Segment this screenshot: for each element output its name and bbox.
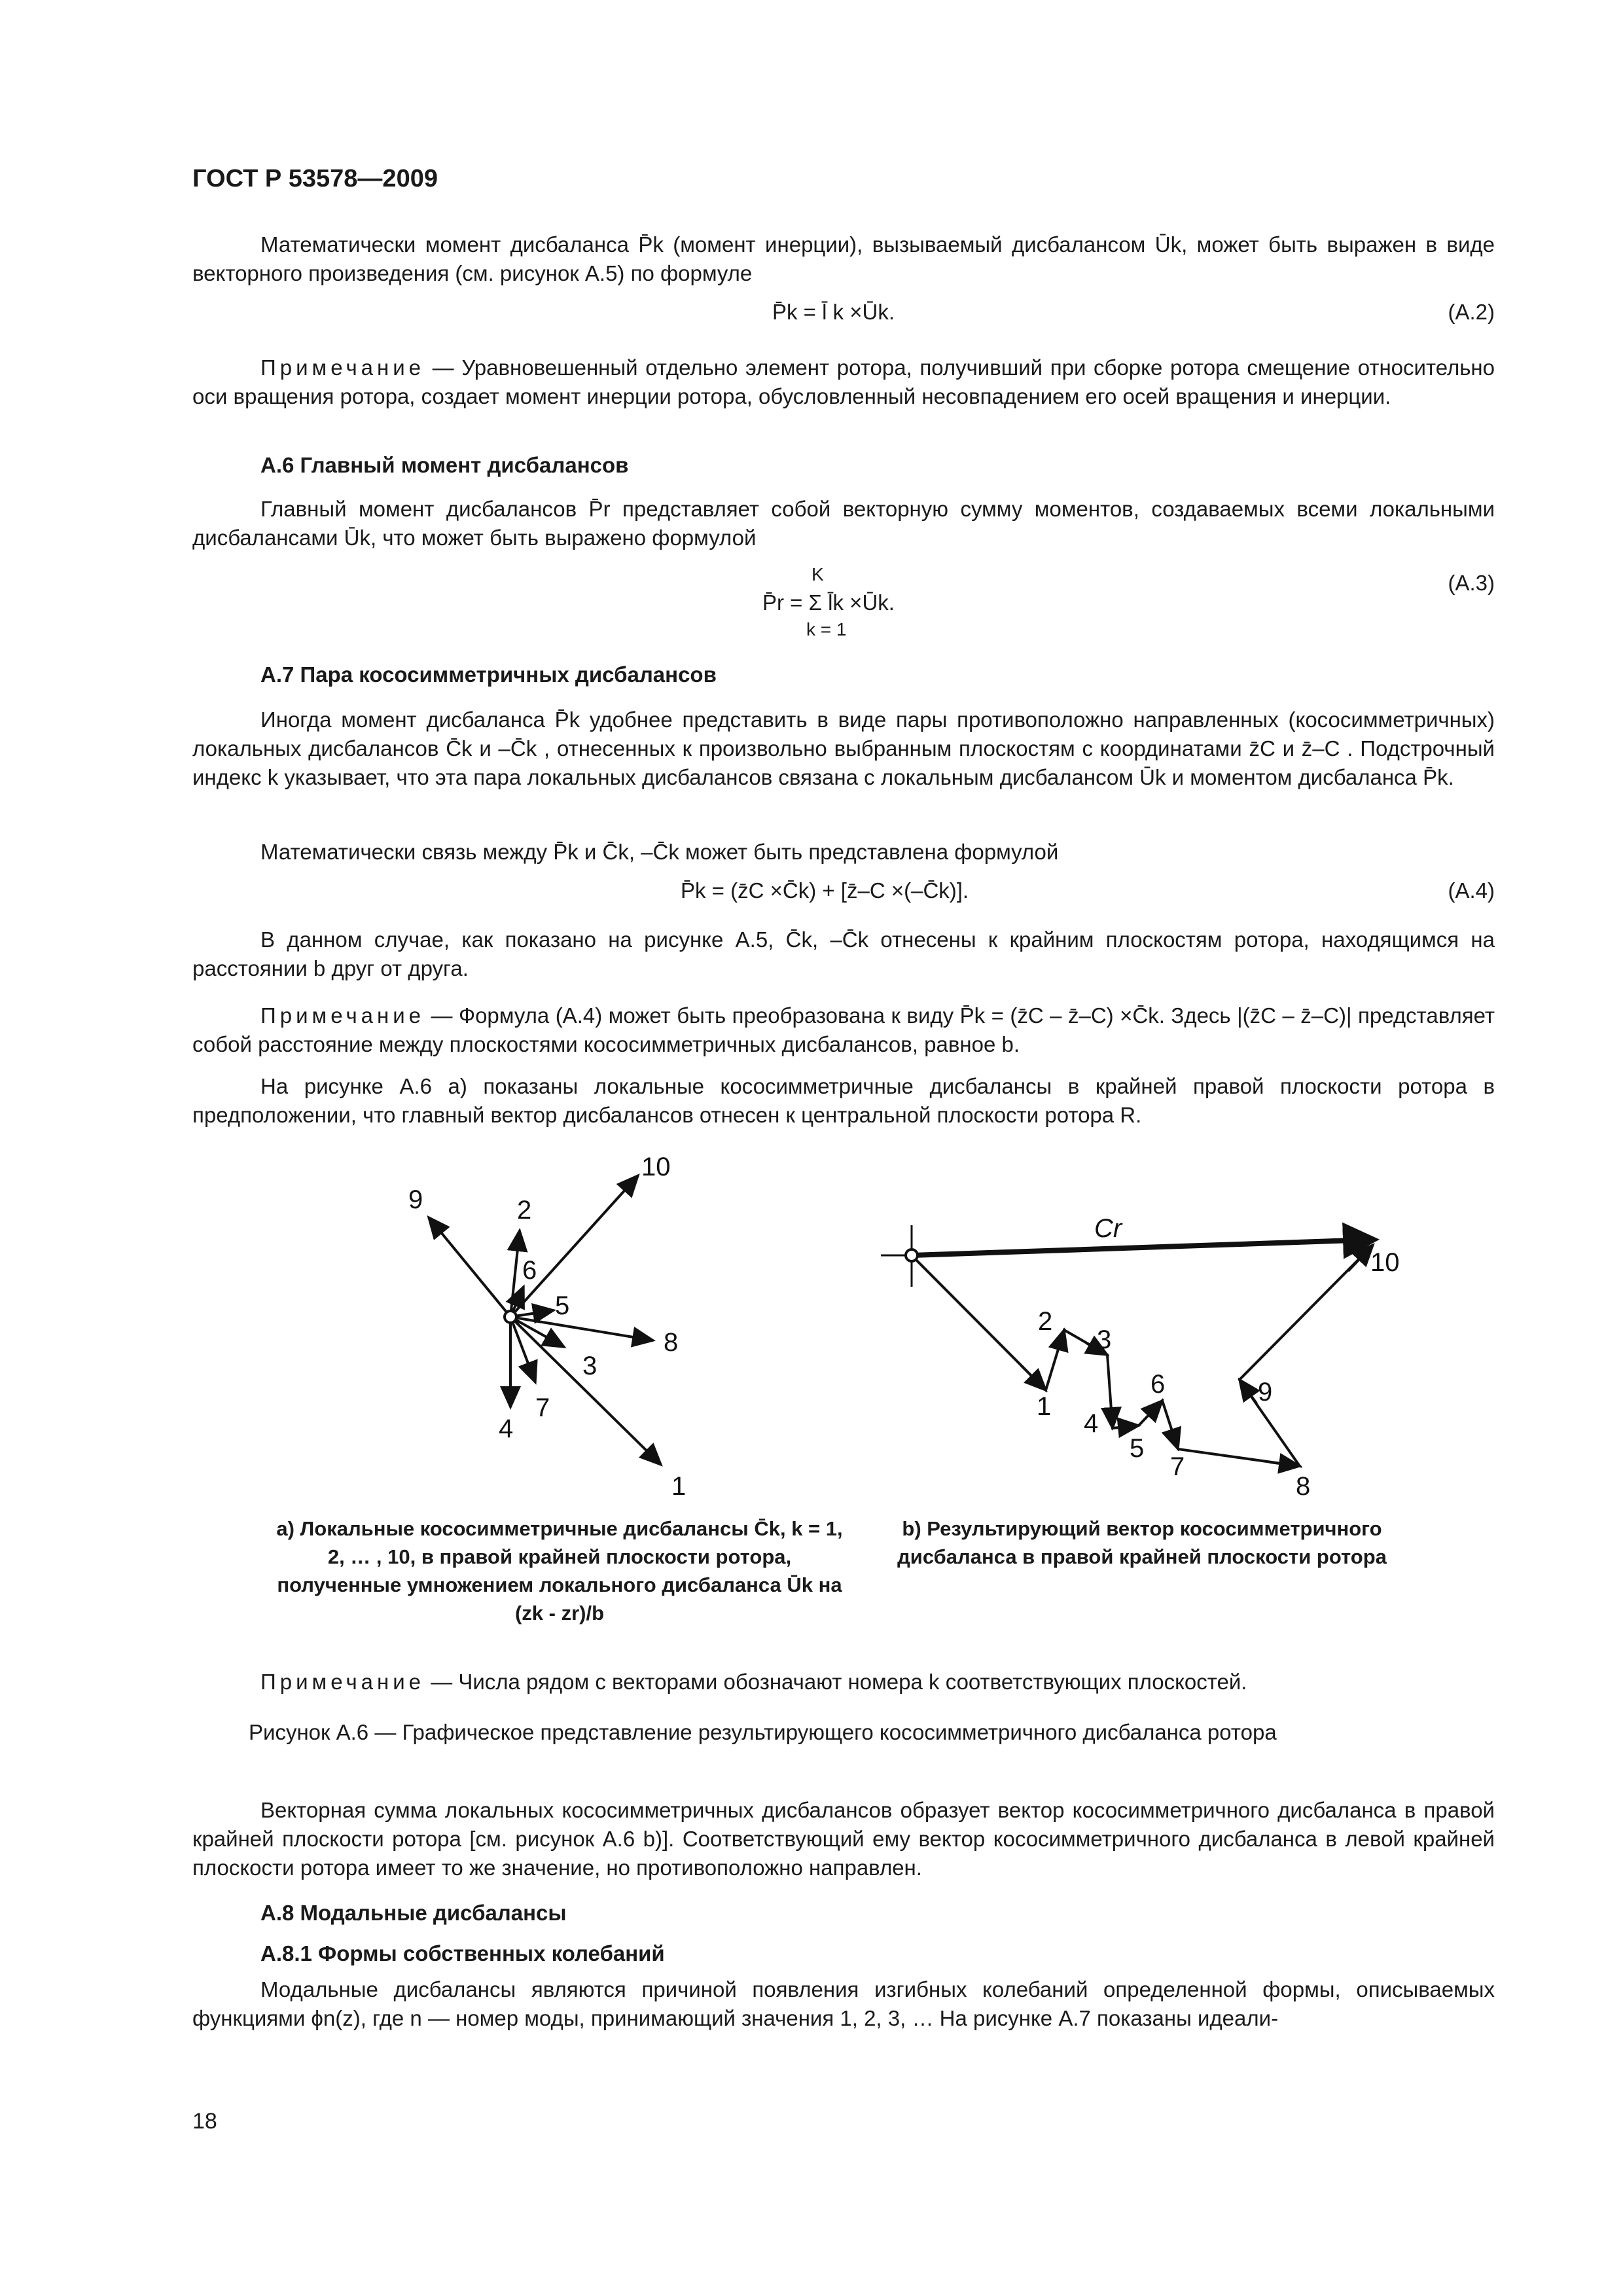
paragraph-after-figure: Векторная сумма локальных кососимметричных дисбалансов образует вектор кососимметричного дисбаланса в правой крайней плоскости ротора [см. рисунок А.6 b)]. Соответствующий ему вектор кососимметричного дисбаланса в левой крайней плоскости ротора имеет то же значение, но противоположно направлен. [192, 1798, 1495, 1880]
left-label-9: 9 [408, 1185, 423, 1214]
right-label-10: 10 [1370, 1248, 1400, 1277]
paragraph-moment-intro: Математически момент дисбаланса P̄k (момент инерции), вызываемый дисбалансом Ūk, может быть выражен в виде векторного произведения (см. рисунок А.5) по формуле [192, 232, 1495, 285]
right-label-6: 6 [1150, 1370, 1166, 1399]
left-label-10: 10 [641, 1153, 671, 1181]
figure-caption-b: b) Результирующий вектор кососимметричного дисбаланса в правой крайней плоскости ротора [897, 1517, 1387, 1568]
paragraph-a7-2: Математически связь между P̄k и C̄k, –C̄k может быть представлена формулой [260, 840, 1059, 864]
formula-a2: P̄k = l̄ k ×Ūk. [772, 300, 895, 324]
note-2-text: — Формула (А.4) может быть преобразована к виду P̄k = (z̄C – z̄–C) ×C̄k. Здесь |(z̄C – z̄–C)| представляет собой расстояние между плоскостями кососимметричных дисбалансов, равное b. [192, 1003, 1495, 1056]
heading-a7: А.7 Пара кососимметричных дисбалансов [260, 662, 717, 687]
right-vector-6 [1152, 1401, 1162, 1412]
paragraph-a7-3: В данном случае, как показано на рисунке А.5, C̄k, –C̄k отнесены к крайним плоскостям ротора, находящимся на расстоянии b друг от друга. [192, 927, 1495, 980]
right-vector-5 [1126, 1426, 1139, 1427]
left-label-8: 8 [664, 1328, 679, 1357]
left-vector-9 [429, 1217, 510, 1317]
right-vector-1 [1021, 1365, 1046, 1390]
heading-a6: А.6 Главный момент дисбалансов [260, 453, 629, 477]
paragraph-a81: Модальные дисбалансы являются причиной появления изгибных колебаний определенной формы, описываемых функциями ϕn(z), где n — номер моды, принимающий значения 1, 2, 3, … На рисунке А.7 показаны идеали- [192, 1977, 1495, 2030]
note-2-lead: Примечание [260, 1003, 425, 1028]
right-vector-cr [912, 1240, 1374, 1255]
right-label-9: 9 [1258, 1378, 1273, 1407]
formula-a4-number: (А.4) [1448, 878, 1495, 903]
formula-a3-upper: K [812, 564, 824, 584]
right-vector-10 [1348, 1245, 1373, 1271]
left-label-4: 4 [499, 1414, 514, 1443]
right-vector-chain [912, 1245, 1373, 1466]
right-vector-7 [1171, 1429, 1178, 1449]
right-vector-2 [1059, 1330, 1064, 1348]
right-vector-9 [1240, 1380, 1257, 1403]
heading-a81: А.8.1 Формы собственных колебаний [260, 1941, 665, 1965]
figure-caption-a: а) Локальные кососимметричные дисбалансы C̄k, k = 1, 2, … , 10, в правой крайней плоскости ротора, полученные умножением локального дисбаланса Ūk на (zk - zr)/b [276, 1517, 843, 1624]
formula-a3: P̄r = Σ l̄k ×Ūk. [762, 590, 895, 615]
right-vector-diagram [881, 1214, 1400, 1501]
right-label-7: 7 [1170, 1452, 1185, 1481]
right-label-cr: Cr [1094, 1214, 1122, 1243]
page-number: 18 [192, 2109, 217, 2134]
note-3 [192, 1668, 1495, 1696]
note-1-text: — Уравновешенный отдельно элемент ротора, получивший при сборке ротора смещение относительно оси вращения ротора, создает момент инерции ротора, обусловленный несовпадением его осей вращения и инерции. [192, 355, 1495, 408]
left-origin [505, 1311, 516, 1323]
left-label-7: 7 [535, 1393, 550, 1422]
formula-a3-number: (А.3) [1448, 571, 1495, 595]
right-origin [906, 1249, 918, 1261]
left-label-3: 3 [582, 1352, 597, 1380]
heading-a8: А.8 Модальные дисбалансы [260, 1901, 567, 1925]
left-label-1: 1 [671, 1472, 687, 1501]
left-label-5: 5 [555, 1291, 570, 1320]
note-1-lead: Примечание [260, 355, 425, 380]
formula-a2-number: (А.2) [1448, 300, 1495, 324]
paragraph-a7-1: Иногда момент дисбаланса P̄k удобнее представить в виде пары противоположно направленных (кососимметричных) локальных дисбалансов C̄k и –C̄k , отнесенных к произвольно выбранным плоскостям с координатами z̄C и z̄–C . Подстрочный индекс k указывает, что эта пара локальных дисбалансов связана с локальным дисбалансом Ūk и моментом дисбаланса P̄k. [192, 708, 1495, 789]
right-label-5: 5 [1130, 1434, 1145, 1463]
note-3-lead: Примечание [260, 1670, 425, 1694]
note-3-text: — Числа рядом с векторами обозначают номера k соответствующих плоскостей. [431, 1670, 1247, 1694]
right-label-8: 8 [1296, 1472, 1311, 1501]
left-vector-diagram [408, 1153, 686, 1501]
right-label-3: 3 [1097, 1325, 1112, 1354]
right-label-4: 4 [1084, 1409, 1099, 1438]
formula-a3-lower: k = 1 [806, 619, 847, 639]
paragraph-a6: Главный момент дисбалансов P̄r представляет собой векторную сумму моментов, создаваемых всеми локальными дисбалансами Ūk, что может быть выражено формулой [192, 497, 1495, 550]
left-label-6: 6 [522, 1256, 537, 1285]
left-vector-7 [510, 1317, 535, 1382]
right-vector-4 [1111, 1407, 1113, 1428]
left-label-2: 2 [517, 1196, 532, 1225]
figure-title: Рисунок А.6 — Графическое представление результирующего кососимметричного дисбаланса ротора [249, 1720, 1277, 1744]
paragraph-figure-intro: На рисунке А.6 а) показаны локальные кососимметричные дисбалансы в крайней правой плоскости ротора в предположении, что главный вектор дисбалансов отнесен к центральной плоскости ротора R. [192, 1074, 1495, 1127]
right-label-2: 2 [1038, 1307, 1053, 1336]
document-header: ГОСТ Р 53578—2009 [192, 165, 438, 192]
formula-a4: P̄k = (z̄C ×C̄k) + [z̄–C ×(–C̄k)]. [681, 878, 969, 903]
right-label-1: 1 [1037, 1392, 1052, 1421]
